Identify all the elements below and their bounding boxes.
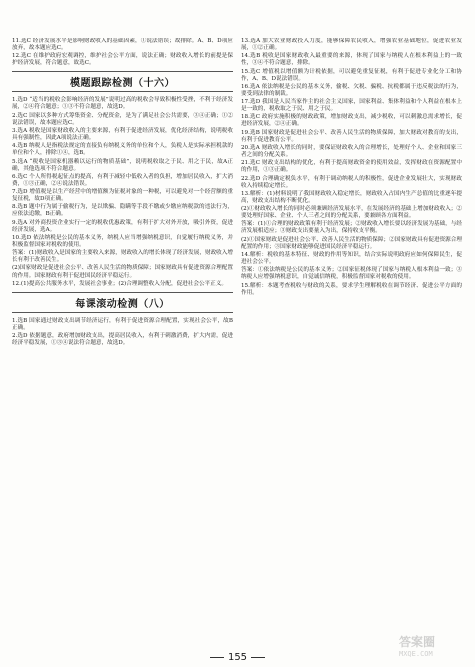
paragraph: 6.选C 个人所得税起征点的提高，有利于减轻中低收入者的负担，增加居民收入，扩大消费，①③正确，②④说法错误。 [12,173,233,187]
answer-paragraph: (2)①国家财政是促进社会公平、改善人民生活的物质保障；②国家财政具有促进资源合理配置的作用；③国家财政能够促进国民经济平稳运行。 [241,236,462,250]
paragraph: 11.选C 经济发展水平是影响财政收入的基础因素，①说法错误；故排除。A、B、D项应放弃，故本题应选C。 [12,38,233,52]
answer-paragraph: (2)①财政收入增长的同时必须兼顾经济发展水平，在发展经济的基础上增加财政收入；②要处理好国家、企业、个人三者之间的分配关系，要兼顾各方面利益。 [241,206,462,220]
paragraph: 5.选A “税收是国家机器赖以运行的物质基础”，说明税收取之于民、用之于民，故A正确，其他选项不符合题意。 [12,158,233,172]
paragraph: 9.选A 对外商投资企业实行一定的税收优惠政策，有利于扩大对外开放，吸引外资，促进经济发展，选A。 [12,219,233,233]
watermark-text: 答案圈 [399,635,436,649]
answer-paragraph: 答案：(1)①合理的财政政策有利于经济发展；②财政收入增长要以经济发展为基础，与经济发展相适应；③财政支出要量入为出，保持收支平衡。 [241,221,462,235]
paragraph: 21.选C 财政支出结构的优化，有利于提高财政资金的使用效益，发挥财政在资源配置中的作用，①③正确。 [241,160,462,174]
paragraph: 17.选D 我国是人民当家作主的社会主义国家，国家利益、集体利益和个人利益在根本上是一致的，税收取之于民、用之于民。 [241,99,462,113]
answer-paragraph: 答案：(1)财政收入是国家的主要收入来源，财政收入的增长体现了经济发展，财政收入增长有利于改善民生。 [12,250,233,264]
paragraph: 1.选B 国家通过财政支出调节经济运行，有利于促进资源合理配置，实现社会公平，故B正确。 [12,317,233,331]
paragraph: 4.选B 纳税人是指税法规定的直接负有纳税义务的单位和个人，负税人是实际承担税款的单位和个人，排除①④，选B。 [12,143,233,157]
answer-paragraph: 15.解析：本题考查税收与财政的关系，要求学生理解税收在调节经济、促进公平方面的作用。 [241,282,462,296]
paragraph: 3.选A 税收是国家财政收入的主要来源，有利于促进经济发展，优化经济结构，说明税收具有强制性，因此A项说法正确。 [12,127,233,141]
right-column [241,38,462,638]
paragraph: 15.选C 增值税以增值额为计税依据，可以避免重复征税，有利于促进专业化分工和协作，A、B、D说法错误。 [241,68,462,82]
paragraph: 1.选D “适当的税收会影响经济的发展”说明过高的税收会导致积极性受挫，不利于经济发展，②④符合题意；①③不符合题意，故选D。 [12,97,233,111]
left-column [12,38,233,638]
answer-paragraph: 14.解析：税收的基本特征、财政的作用等知识，结合实际说明政府应如何保障民生，促进社会公平。 [241,251,462,265]
answer-paragraph: 12.(1)提高公共服务水平，发展社会事业；(2)合理调整收入分配，促进社会公平正义。 [12,280,227,287]
paragraph: 22.选D 合理确定税负水平，有利于调动纳税人的积极性，促进企业发展壮大，实现财政收入持续稳定增长。 [241,175,462,189]
section-title: 每课滚动检测（八） [12,292,233,313]
paragraph: 20.选A 财政收入增长的同时，要保证财政收入的合理增长，处理好个人、企业和国家三者之间的分配关系。 [241,144,462,159]
answer-paragraph: 答案：①依法纳税是公民的基本义务；②国家征税体现了国家与纳税人根本利益一致；③纳税人应增强纳税意识，自觉诚信纳税，积极监督国家对税收的使用。 [241,267,462,281]
page-number: 155 [0,652,475,663]
watermark-logo [399,633,469,663]
paragraph: 2.选C 国家以多种方式筹集资金、分配资金，是为了满足社会公共需要，③④正确；①②说法错误，故本题应选C。 [12,112,233,126]
paragraph: 10.选D 依法纳税是公民的基本义务，纳税人应当增强纳税意识，自觉履行纳税义务，并积极监督国家对税收的使用。 [12,234,233,248]
answer-paragraph: 13.解析：(1)材料说明了我国财政收入稳定增长，财政收入占国内生产总值的比重逐年提高，财政支出结构不断优化。 [241,190,462,204]
paragraph: 2.选D 依据题意，政府增加财政支出，提高居民收入，有利于刺激消费，扩大内需，促进经济平稳发展，①③④说法符合题意，故选D。 [12,333,233,347]
watermark-url: MXQE.COM [399,650,433,658]
paragraph: 18.选C 政府实施积极的财政政策，增加财政支出，减少税收，可以刺激总需求增长，促进经济发展，②④正确。 [241,114,462,128]
paragraph: 13.选A 加大农业财政投入力度，能够保障农民收入，增强农业基础地位，促进农业发展，①②正确。 [241,38,462,52]
paragraph: 7.选D 增值税是以生产经营中的增值额为征税对象的一种税，可以避免对一个经营额的重复征税，故D项正确。 [12,189,233,203]
two-column-body [12,38,463,638]
paragraph: 12.选C 在维护政府宏观调控，维护社会公平方面，说法正确；财政收入增长的前提是保护经济发展，符合题意，故选C。 [12,53,233,67]
paragraph: 14.选B 税收是国家财政收入最重要的来源，体现了国家与纳税人在根本利益上的一致性，③④不符合题意，排除。 [241,53,462,67]
section-title: 模题跟踪检测（十六） [12,71,233,92]
answer-paragraph: (2)国家财政是促进社会公平、改善人民生活的物质保障；国家财政具有促进资源合理配置的作用。国家财政有利于促进国民经济平稳运行。 [12,265,233,279]
paragraph: 8.选B 题中行为属于偷税行为，是以欺骗、隐瞒等手段不缴或少缴应纳税款的违法行为，应依法追缴，B正确。 [12,204,233,218]
paragraph: 19.选B 国家财政是促进社会公平、改善人民生活的物质保障，加大财政对教育的支出，有利于促进教育公平。 [241,129,462,143]
paragraph: 16.选A 依法纳税是公民的基本义务，偷税、欠税、骗税、抗税都属于违反税法的行为，要受到法律的制裁。 [241,83,462,97]
